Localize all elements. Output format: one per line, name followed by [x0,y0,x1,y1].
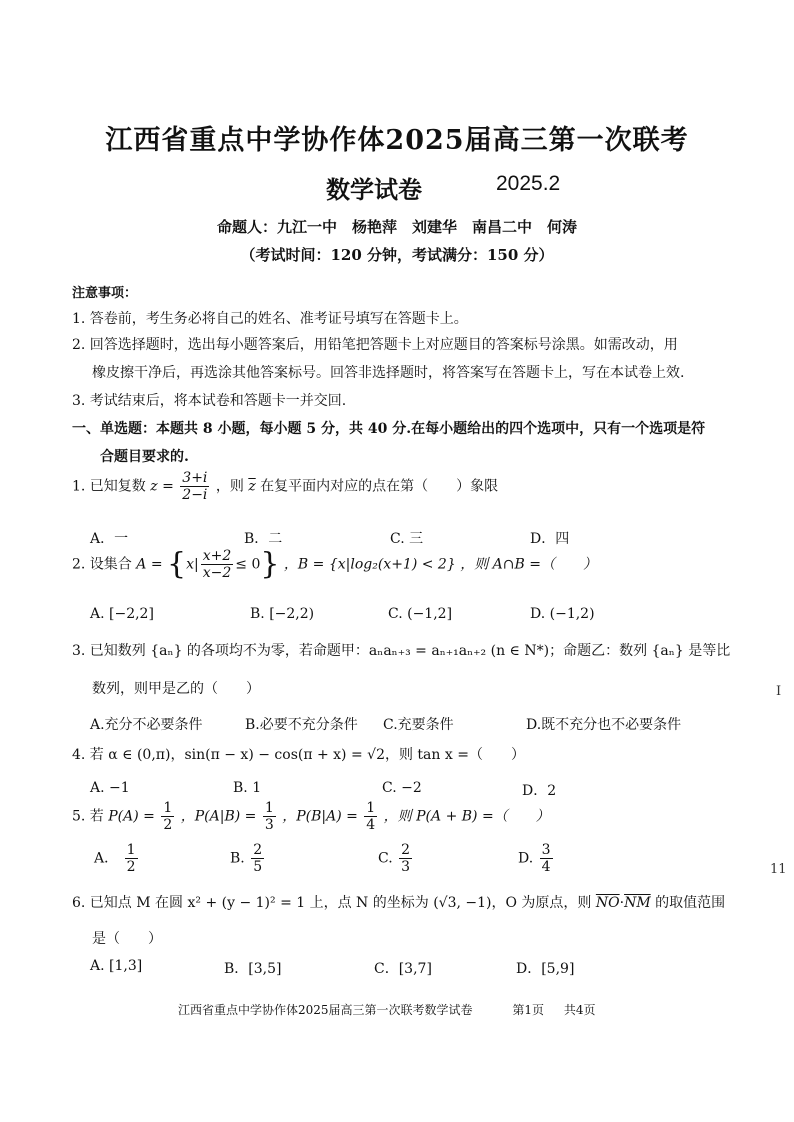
q5-pab-num: 1 [264,800,274,816]
q5-pa-fraction [161,800,174,833]
q5-option-c-den: 3 [401,859,411,875]
q1-option-a: A．一 [90,531,129,547]
notice-title: 注意事项： [72,286,138,301]
footer-page-number: 第1页 [512,1003,545,1017]
q2-brace-open: { [167,546,187,582]
notice-item-1: 1. 答卷前，考生务必将自己的姓名、准考证号填写在答题卡上。 [72,311,468,327]
q5-pba: ，P(B|A) = [282,808,358,825]
question-3-cont: 数列，则甲是乙的（ ） [92,681,260,697]
q6-vector-nm: $\overline{NM}$ [624,895,651,911]
q5-option-c-label: C. [378,850,393,867]
notice-item-2: 2. 回答选择题时，选出每小题答案后，用铅笔把答题卡上对应题目的答案标号涂黑。如需改动，用 [72,337,678,353]
authors-line: 命题人：九江一中 杨艳萍 刘建华 南昌二中 何涛 [216,218,577,236]
q1-option-b: B．二 [244,531,283,547]
time-info: （考试时间：120 分钟，考试满分：150 分） [240,246,554,264]
margin-mark-2: 11 [770,862,787,877]
q1-zbar: $\overline{z}$ [248,478,256,495]
question-1 [72,470,498,503]
page-subtitle: 数学试卷 [326,175,422,204]
q5-option-b-den: 5 [253,859,263,875]
q3-option-d: D.既不充分也不必要条件 [526,717,682,733]
q5-option-d-label: D. [518,850,534,867]
q5-pba-num: 1 [366,800,376,816]
q5-pa: P(A) = [108,808,155,825]
q5-pba-den: 4 [366,817,376,833]
exam-date: 2025.2 [496,172,561,195]
page-title: 江西省重点中学协作体2025届高三第一次联考 [105,125,689,156]
section-heading: 一、单选题：本题共 8 小题，每小题 5 分，共 40 分.在每小题给出的四个选项中，只有一个选项是符 [72,421,706,437]
q5-option-b-label: B. [230,850,245,867]
question-6 [72,892,725,912]
notice-item-2-cont: 橡皮擦干净后，再选涂其他答案标号。回答非选择题时，将答案写在答题卡上，写在本试卷上效. [92,365,685,381]
q1-den: 2−i [182,487,208,503]
q2-suffix: ，则 A∩B =（ ） [460,556,597,573]
q5-pba-fraction [364,800,377,833]
footer-total-pages: 共4页 [563,1003,596,1017]
q2-option-d: D. (−1,2) [530,606,595,622]
question-6-cont: 是（ ） [92,931,162,947]
q2-a-lhs: A = [136,556,163,573]
question-5 [72,800,550,833]
margin-mark-1: I [776,684,782,699]
question-3: 3. 已知数列 {aₙ} 的各项均不为零，若命题甲：aₙaₙ₊₃ = aₙ₊₁aₙ₊₂ (n ∈ N*)；命题乙：数列 {aₙ} 是等比 [72,643,731,659]
notice-item-3: 3. 考试结束后，将本试卷和答题卡一并交回. [72,393,347,409]
q6-vector-no: $\overline{NO}$ [595,895,620,911]
q6-option-c: C．[3,7] [374,961,432,977]
footer-title: 江西省重点中学协作体2025届高三第一次联考数学试卷 [178,1003,473,1017]
q5-option-a-label: A． [94,850,119,867]
q1-option-d: D．四 [530,531,570,547]
q5-option-d-num: 3 [541,842,551,858]
q1-prefix: 1. 已知复数 [72,478,146,495]
q5-option-d [518,842,555,875]
q5-option-a-fraction [125,842,138,875]
q2-option-c: C. (−1,2] [388,606,453,622]
q1-fraction [180,470,209,503]
q3-option-c: C.充要条件 [383,717,454,733]
q5-option-b-fraction [251,842,264,875]
q2-den: x−2 [202,565,232,581]
q4-option-c: C. −2 [382,780,422,796]
q6-dot: · [619,895,625,911]
q5-pab-fraction [263,800,276,833]
q2-a-set-post: ≤ 0 [235,556,261,573]
q1-mid: ，则 [215,478,244,495]
q5-option-c [378,842,414,875]
q6-line1-pre: 6. 已知点 M 在圆 x² + (y − 1)² = 1 上，点 N 的坐标为 (√3, −1)，O 为原点，则 [72,895,592,911]
q5-pa-num: 1 [163,800,173,816]
q2-option-b: B. [−2,2) [250,606,315,622]
question-4: 4. 若 α ∈ (0,π)，sin(π − x) − cos(π + x) = √2，则 tan x =（ ） [72,747,525,763]
q6-option-b: B．[3,5] [224,961,282,977]
q5-option-a-num: 1 [126,842,136,858]
question-2 [72,548,597,581]
q6-line1-post: 的取值范围 [655,895,726,911]
q2-brace-close: } [260,546,280,582]
q1-option-c: C. 三 [390,531,424,547]
q5-option-d-den: 4 [541,859,551,875]
q2-option-a: A. [−2,2] [90,606,154,622]
q2-prefix: 2. 设集合 [72,556,132,573]
q5-option-c-num: 2 [401,842,411,858]
q4-option-a: A. −1 [90,780,130,796]
q5-pab: ，P(A|B) = [180,808,257,825]
q5-pab-den: 3 [264,817,274,833]
q5-option-d-fraction [540,842,553,875]
q5-suffix: ，则 P(A + B) =（ ） [383,808,550,825]
q2-num: x+2 [202,548,232,564]
q2-fraction [201,548,234,581]
q3-option-b: B.必要不充分条件 [245,717,358,733]
q1-suffix: 在复平面内对应的点在第（ ）象限 [260,478,499,495]
q6-option-d: D．[5,9] [516,961,575,977]
q2-a-set-pre: x| [186,556,199,573]
q1-num: 3+i [182,470,208,486]
q1-lhs: z = [150,478,174,495]
q5-option-a-den: 2 [126,859,136,875]
q6-option-a: A. [1,3] [90,958,143,974]
q5-pa-den: 2 [163,817,173,833]
q5-prefix: 5. 若 [72,808,104,825]
q3-option-a: A.充分不必要条件 [90,717,203,733]
q5-option-a [94,842,140,875]
q4-option-d: D．2 [522,783,557,799]
q5-option-c-fraction [399,842,412,875]
q5-option-b [230,842,266,875]
q2-b-part: ，B = {x|log₂(x+1) < 2} [283,556,456,573]
q5-option-b-num: 2 [253,842,263,858]
page-footer [178,1001,595,1018]
q4-option-b: B. 1 [233,780,262,796]
section-heading-cont: 合题目要求的. [100,449,189,465]
